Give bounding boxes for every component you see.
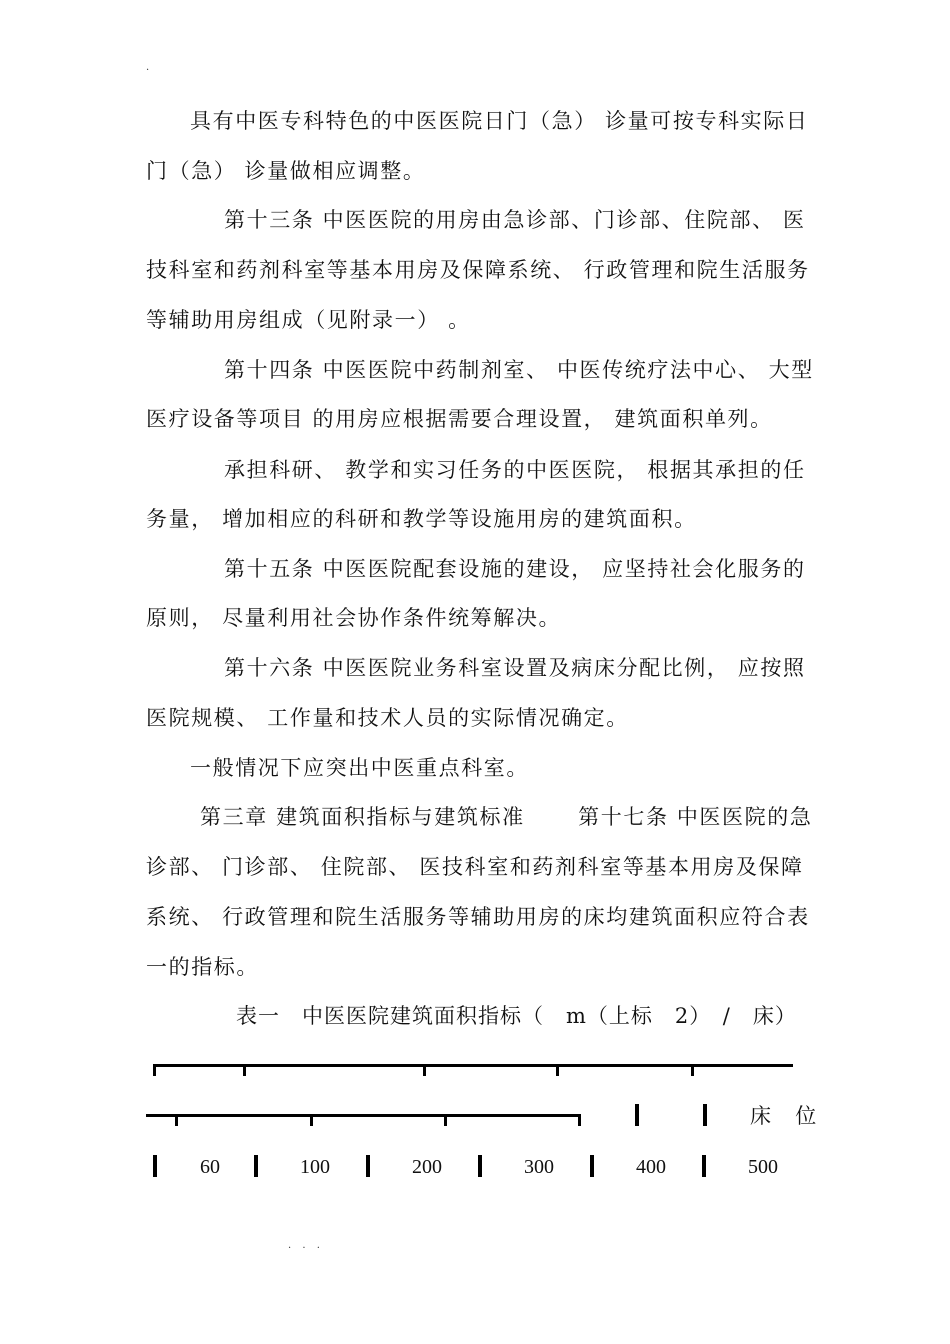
paragraph-line: 诊部、 门诊部、 住院部、 医技科室和药剂科室等基本用房及保障 [146,855,804,879]
paragraph-line: 第十四条 中医医院中药制剂室、 中医传统疗法中心、 大型 [224,358,814,382]
paragraph-line: 务量， 增加相应的科研和教学等设施用房的建筑面积。 [146,507,697,531]
paragraph-line: 一的指标。 [146,955,259,979]
paragraph-line: 医疗设备等项目 的用房应根据需要合理设置， 建筑面积单列。 [146,407,773,431]
chapter-heading-line: 第三章 建筑面积指标与建筑标准 第十七条 中医医院的急 [200,805,813,829]
header-dot: . [146,62,150,73]
bed-count-header: 床 位 [750,1104,818,1128]
bed-count-cell: 500 [748,1156,778,1178]
paragraph-line: 系统、 行政管理和院生活服务等辅助用房的床均建筑面积应符合表 [146,905,810,929]
paragraph-line: 等辅助用房组成（见附录一） 。 [146,308,471,332]
paragraph-line: 承担科研、 教学和实习任务的中医医院， 根据其承担的任 [224,458,806,482]
paragraph-line: 第十五条 中医医院配套设施的建设， 应坚持社会化服务的 [224,557,806,581]
bed-count-cell: 100 [300,1156,330,1178]
bed-count-cell: 300 [524,1156,554,1178]
table-caption: 表一 中医医院建筑面积指标（ m（上标 2） / 床） [236,1004,797,1028]
paragraph-line: 第十六条 中医医院业务科室设置及病床分配比例， 应按照 [224,656,806,680]
paragraph-line: 技科室和药剂科室等基本用房及保障系统、 行政管理和院生活服务 [146,258,810,282]
footer-dots: . . . [288,1240,324,1251]
bed-count-cell: 200 [412,1156,442,1178]
paragraph-line: 具有中医专科特色的中医医院日门（急） 诊量可按专科实际日 [190,109,809,133]
paragraph-line: 原则， 尽量利用社会协作条件统筹解决。 [146,606,562,630]
paragraph-line: 门（急） 诊量做相应调整。 [146,159,426,183]
paragraph-line: 医院规模、 工作量和技术人员的实际情况确定。 [146,706,629,730]
bed-count-cell: 60 [200,1156,220,1178]
paragraph-line: 一般情况下应突出中医重点科室。 [190,756,529,780]
bed-count-cell: 400 [636,1156,666,1178]
paragraph-line: 第十三条 中医医院的用房由急诊部、门诊部、住院部、 医 [224,208,806,232]
